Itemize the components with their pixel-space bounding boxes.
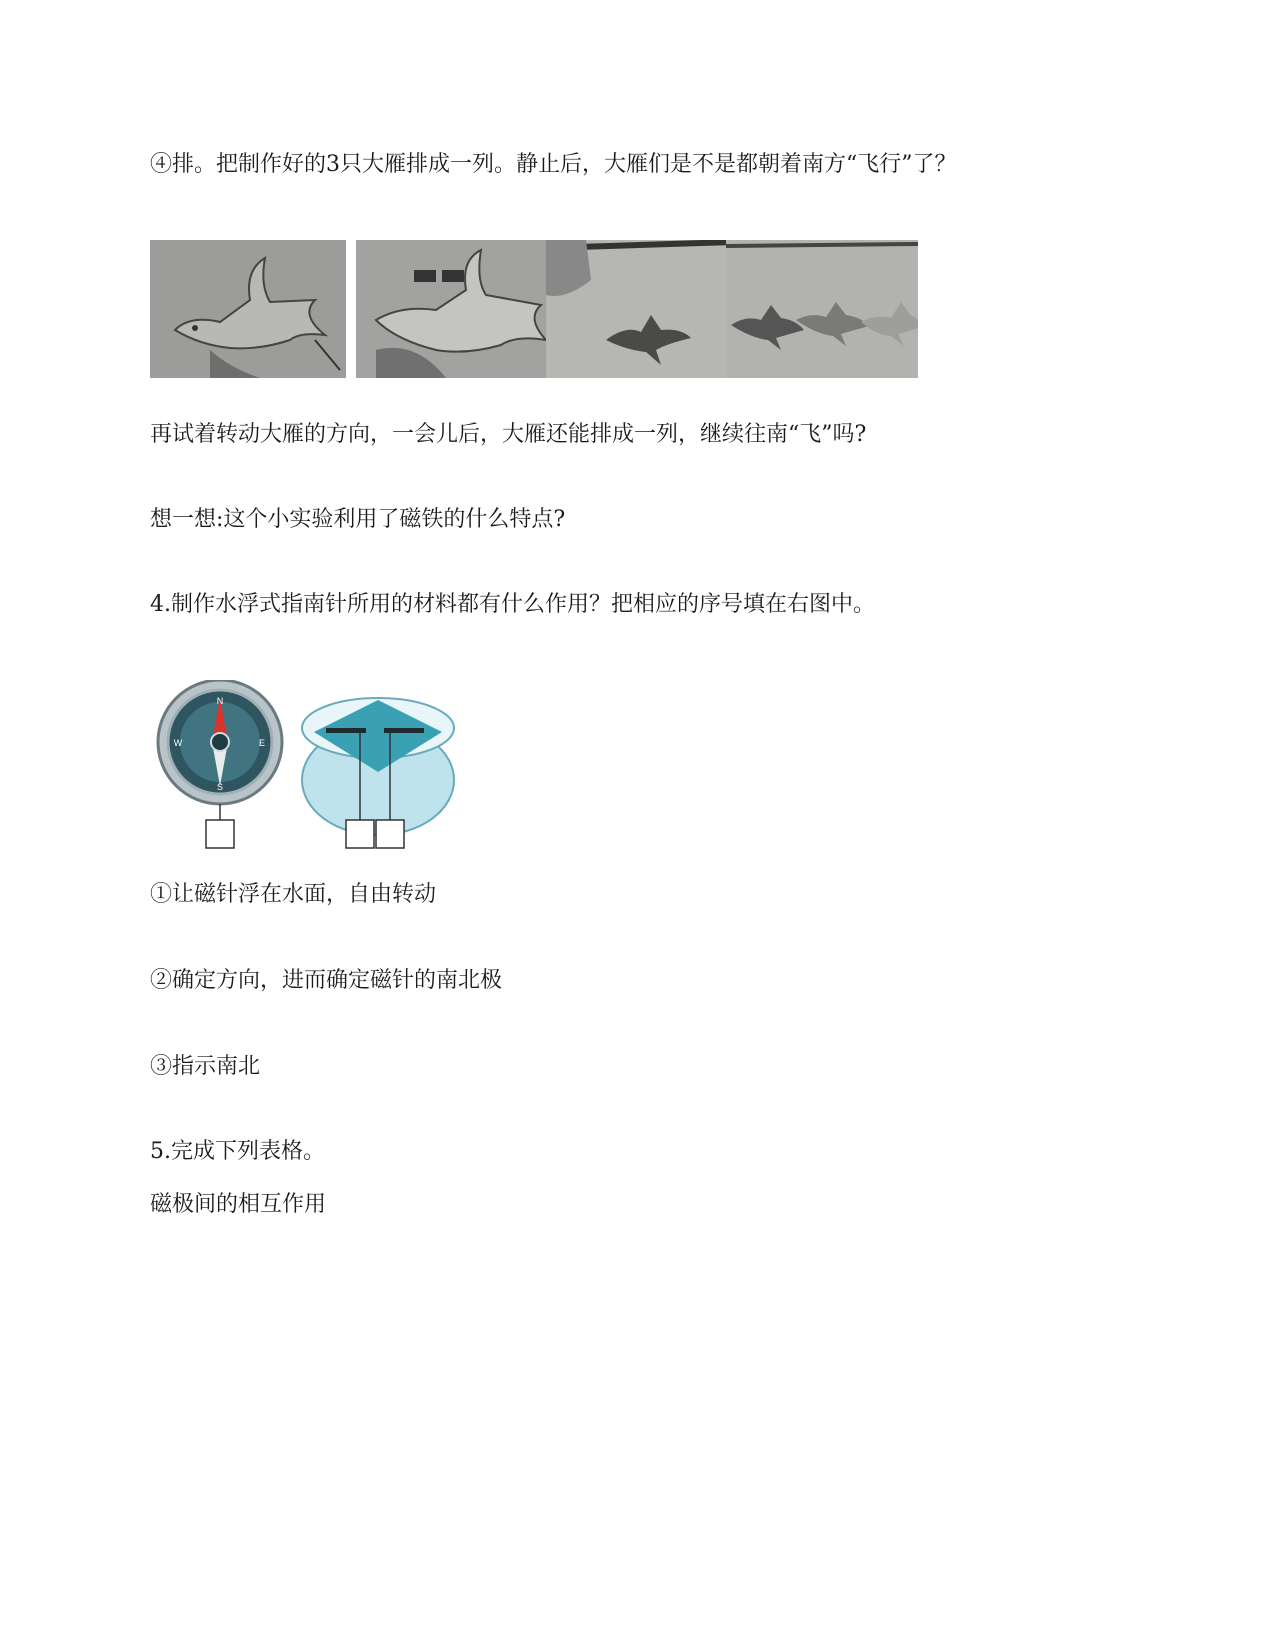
option-3-marker: ③ (150, 1054, 173, 1079)
answer-box-compass[interactable] (206, 820, 234, 848)
water-bowl-icon (302, 698, 454, 835)
step4-line (150, 150, 957, 180)
option-1 (150, 880, 436, 910)
option-2 (150, 966, 502, 996)
answer-box-needle[interactable] (346, 820, 374, 848)
step4-text: 排。把制作好的3只大雁排成一列。静止后，大雁们是不是都朝着南方“飞行”了？ (172, 152, 957, 177)
step4-marker: ④ (150, 152, 173, 177)
goose-photo-strip (150, 240, 950, 380)
photo-three-geese-in-line (726, 240, 918, 378)
answer-box-foam[interactable] (376, 820, 404, 848)
compass-icon (158, 680, 282, 804)
photo-hanging-goose (546, 240, 734, 378)
option-2-text: 确定方向，进而确定磁针的南北极 (172, 968, 503, 993)
question-rotate-geese: 再试着转动大雁的方向，一会儿后，大雁还能排成一列，继续往南“飞”吗? (150, 422, 867, 447)
photo-cutout-goose (150, 240, 346, 378)
question-think: 想一想:这个小实验利用了磁铁的什么特点? (150, 507, 566, 532)
option-3-text: 指示南北 (172, 1054, 261, 1079)
option-2-marker: ② (150, 968, 173, 993)
option-1-text: 让磁针浮在水面，自由转动 (172, 882, 437, 907)
q4-title: 4.制作水浮式指南针所用的材料都有什么作用？把相应的序号填在右图中。 (150, 592, 875, 617)
compass-south-letter: S (216, 782, 224, 792)
compass-figure (150, 680, 480, 865)
compass-west-letter: W (173, 738, 183, 748)
option-1-marker: ① (150, 882, 173, 907)
photo-goose-with-magnet (356, 240, 548, 378)
compass-north-letter: N (216, 696, 224, 706)
compass-east-letter: E (258, 738, 266, 748)
option-3 (150, 1052, 260, 1082)
q5-title: 5.完成下列表格。 (150, 1139, 325, 1164)
q5-subtitle: 磁极间的相互作用 (150, 1192, 327, 1217)
